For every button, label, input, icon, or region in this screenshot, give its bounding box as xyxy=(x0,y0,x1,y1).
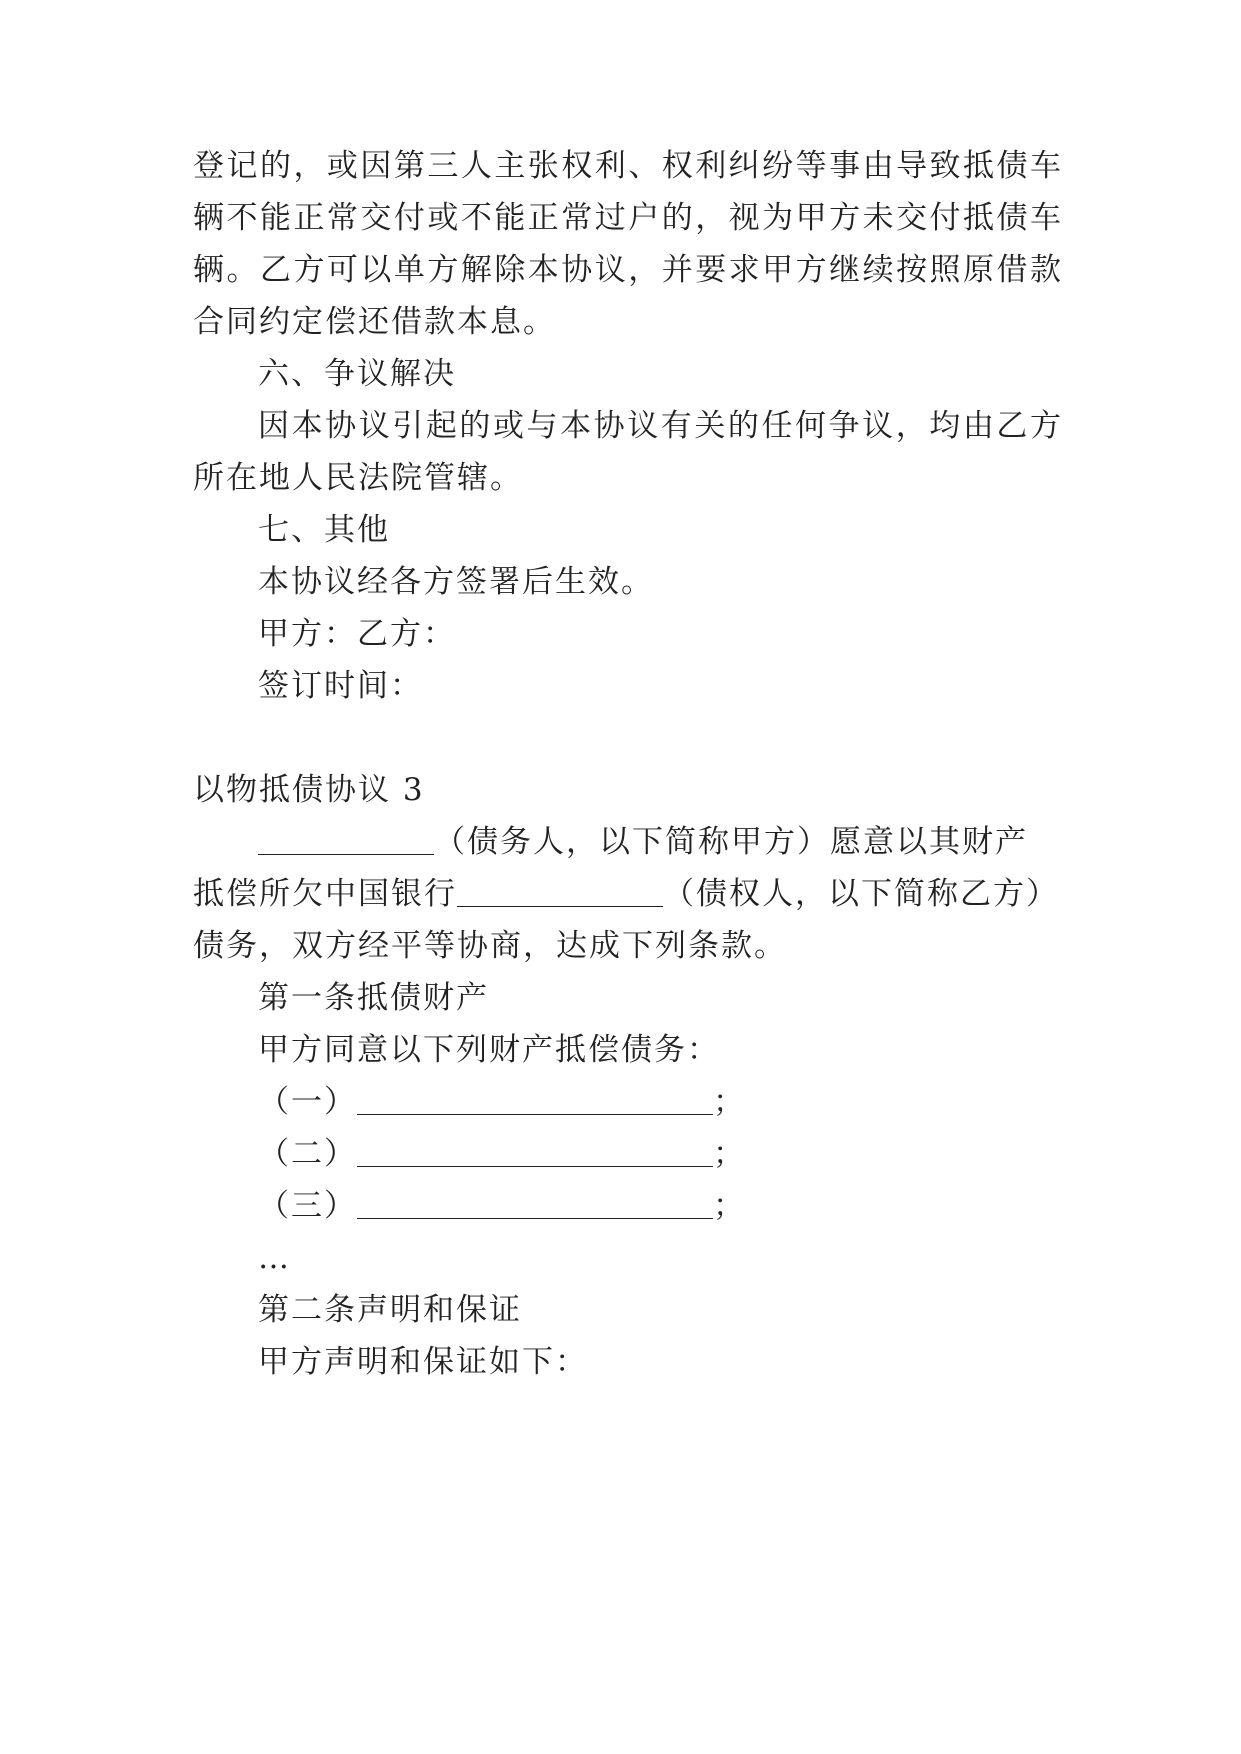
intro-text: （债务人，以下简称甲方）愿意以其财产 xyxy=(434,824,1028,860)
list-item-label: （一） xyxy=(258,1084,357,1120)
article-heading: 第二条声明和保证 xyxy=(258,1292,522,1328)
paragraph-line: 甲方声明和保证如下： xyxy=(258,1344,588,1380)
paragraph-line: 债务，双方经平等协商，达成下列条款。 xyxy=(193,928,787,964)
list-item-end: ； xyxy=(713,1084,746,1120)
debtor-blank xyxy=(258,822,434,855)
list-item-label: （三） xyxy=(258,1188,357,1224)
intro-text: （债权人，以下简称乙方） xyxy=(663,876,1059,912)
paragraph-line: 辆不能正常交付或不能正常过户的，视为甲方未交付抵债车 xyxy=(193,200,1063,236)
paragraph-line: 辆。乙方可以单方解除本协议，并要求甲方继续按照原借款 xyxy=(193,252,1063,288)
property-blank xyxy=(357,1186,713,1219)
ellipsis: … xyxy=(258,1240,291,1276)
paragraph-line: 合同约定偿还借款本息。 xyxy=(193,304,556,340)
list-item-label: （二） xyxy=(258,1136,357,1172)
property-blank xyxy=(357,1082,713,1115)
article-heading: 第一条抵债财产 xyxy=(258,980,489,1016)
section-heading: 七、其他 xyxy=(258,512,390,548)
list-item xyxy=(258,1082,1063,1122)
list-item-end: ； xyxy=(713,1188,746,1224)
paragraph-line: 甲方同意以下列财产抵偿债务： xyxy=(258,1032,720,1068)
paragraph-line: 登记的，或因第三人主张权利、权利纠纷等事由导致抵债车 xyxy=(193,148,1063,184)
signature-parties: 甲方：乙方： xyxy=(258,616,456,652)
paragraph-line xyxy=(258,822,1063,862)
signature-date: 签订时间： xyxy=(258,668,423,704)
list-item xyxy=(258,1134,1063,1174)
intro-text: 抵偿所欠中国银行 xyxy=(193,876,457,912)
document-title: 以物抵债协议 3 xyxy=(193,772,425,808)
section-heading: 六、争议解决 xyxy=(258,356,456,392)
paragraph-line: 所在地人民法院管辖。 xyxy=(193,460,523,496)
paragraph-line xyxy=(193,874,1063,914)
creditor-blank xyxy=(457,874,663,907)
list-item xyxy=(258,1186,1063,1226)
paragraph-line: 本协议经各方签署后生效。 xyxy=(258,564,654,600)
property-blank xyxy=(357,1134,713,1167)
paragraph-line: 因本协议引起的或与本协议有关的任何争议，均由乙方 xyxy=(258,408,1063,444)
list-item-end: ； xyxy=(713,1136,746,1172)
